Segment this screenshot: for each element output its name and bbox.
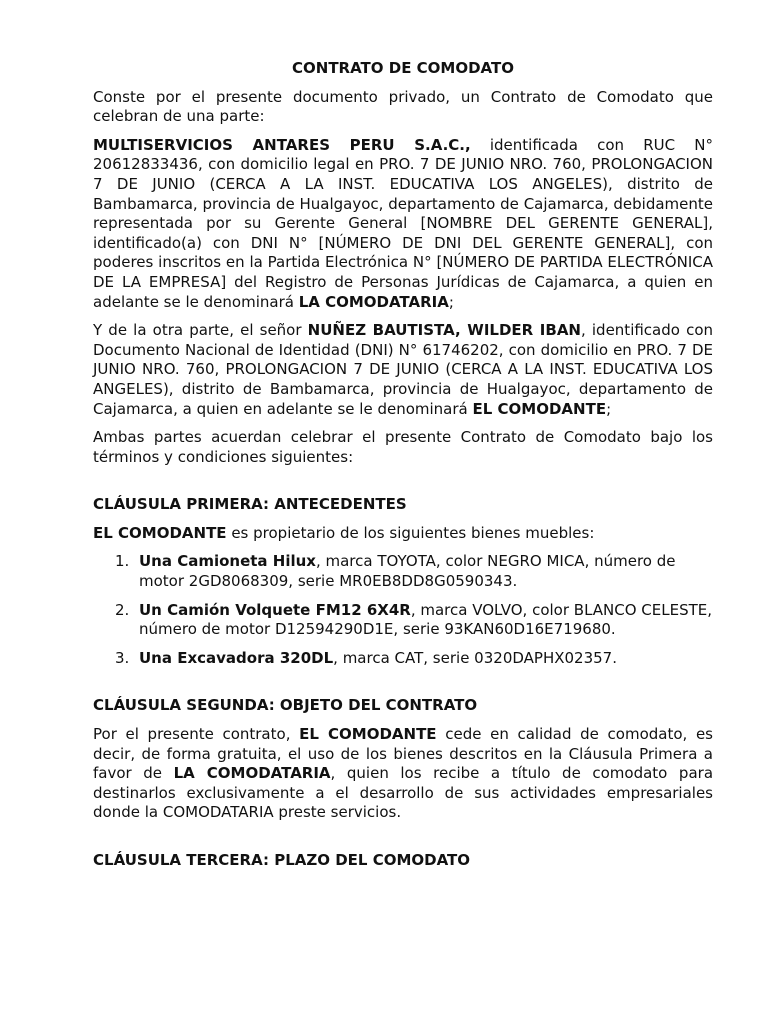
document-title: CONTRATO DE COMODATO: [292, 59, 514, 77]
party2-role: EL COMODANTE: [472, 399, 607, 418]
party2-end: ;: [606, 399, 612, 418]
list-item-bold: Una Excavadora 320DL: [139, 648, 334, 667]
clause2-bold-2: LA COMODATARIA: [173, 764, 331, 783]
clause2-text-2: cede en calidad de comodato, es decir, de forma gratuita, el uso de los bienes descritos en la Cláusula Primera a favor de: [93, 725, 713, 783]
clause1-heading: CLÁUSULA PRIMERA: ANTECEDENTES: [93, 495, 407, 514]
spacer: [93, 832, 713, 851]
list-item-text: , marca TOYOTA, color NEGRO MICA, número de motor 2GD8068309, serie MR0EB8DD8G0590343.: [139, 552, 676, 591]
list-item-number: 1.: [115, 552, 130, 571]
list-item-bold: Una Camioneta Hilux: [139, 552, 316, 571]
party1-text: identificada con RUC N° 20612833436, con domicilio legal en PRO. 7 DE JUNIO NRO. 760, PROLONGACION 7 DE JUNIO (CERCA A LA INST. EDUCATIVA LOS ANGELES), distrito de Bambamarca, provincia de Hualgayoc, departamento de Cajamarca, debidamente representada por su Gerente General [NOMBRE DEL GERENTE GENERAL], identificado(a) con DNI N° [NÚMERO DE DNI DEL GERENTE GENERAL], con poderes inscritos en la Partida Electrónica N° [NÚMERO DE PARTIDA ELECTRÓNICA DE LA EMPRESA] del Registro de Personas Jurídicas de Cajamarca, a quien en adelante se le denominará: [93, 135, 713, 311]
document-page: [93, 59, 713, 880]
party1-name: MULTISERVICIOS ANTARES PERU S.A.C.,: [93, 135, 471, 154]
clause1-lead-bold: EL COMODANTE: [93, 523, 227, 542]
list-item: [93, 552, 713, 591]
clause1-lead-text: es propietario de los siguientes bienes muebles:: [226, 523, 595, 542]
list-item-number: 3.: [115, 648, 130, 667]
list-item-text: , marca CAT, serie 0320DAPHX02357.: [333, 648, 617, 667]
party1-role: LA COMODATARIA: [298, 292, 449, 311]
clause2-paragraph: [93, 725, 713, 823]
party1-end: ;: [448, 292, 454, 311]
list-item-bold: Un Camión Volquete FM12 6X4R: [139, 600, 411, 619]
party2-text: , identificado con Documento Nacional de Identidad (DNI) N° 61746202, con domicilio en PRO. 7 DE JUNIO NRO. 760, PROLONGACION 7 DE JUNIO (CERCA A LA INST. EDUCATIVA LOS ANGELES), distrito de Bambamarca, provincia de Hualgayoc, departamento de Cajamarca, a quien en adelante se le denominará: [93, 321, 714, 418]
clause1-lead: [93, 524, 713, 544]
list-item: [93, 601, 713, 640]
party1-paragraph: [93, 136, 713, 312]
list-item-text: , marca VOLVO, color BLANCO CELESTE, número de motor D12594290D1E, serie 93KAN60D16E719680.: [139, 600, 713, 639]
clause2-bold-1: EL COMODANTE: [299, 725, 437, 744]
list-item-number: 2.: [115, 600, 130, 619]
clause2-text-3: , quien los recibe a título de comodato para destinarlos exclusivamente a el desarrollo de sus actividades empresariales donde la COMODATARIA preste servicios.: [93, 764, 714, 822]
party2-prefix: Y de la otra parte, el señor: [93, 321, 308, 340]
clause3-heading: CLÁUSULA TERCERA: PLAZO DEL COMODATO: [93, 851, 471, 869]
clause2-text-1: Por el presente contrato,: [93, 725, 300, 744]
intro-paragraph: Conste por el presente documento privado, un Contrato de Comodato que celebran de una parte:: [93, 87, 713, 126]
clause2-heading: CLÁUSULA SEGUNDA: OBJETO DEL CONTRATO: [93, 696, 478, 715]
spacer: [93, 476, 713, 495]
agreement-paragraph: Ambas partes acuerdan celebrar el presente Contrato de Comodato bajo los términos y condiciones siguientes:: [93, 428, 713, 466]
spacer: [93, 677, 713, 696]
party2-name: NUÑEZ BAUTISTA, WILDER IBAN: [307, 321, 581, 340]
assets-list: [93, 552, 713, 668]
list-item: [93, 649, 713, 669]
party2-paragraph: [93, 321, 713, 419]
